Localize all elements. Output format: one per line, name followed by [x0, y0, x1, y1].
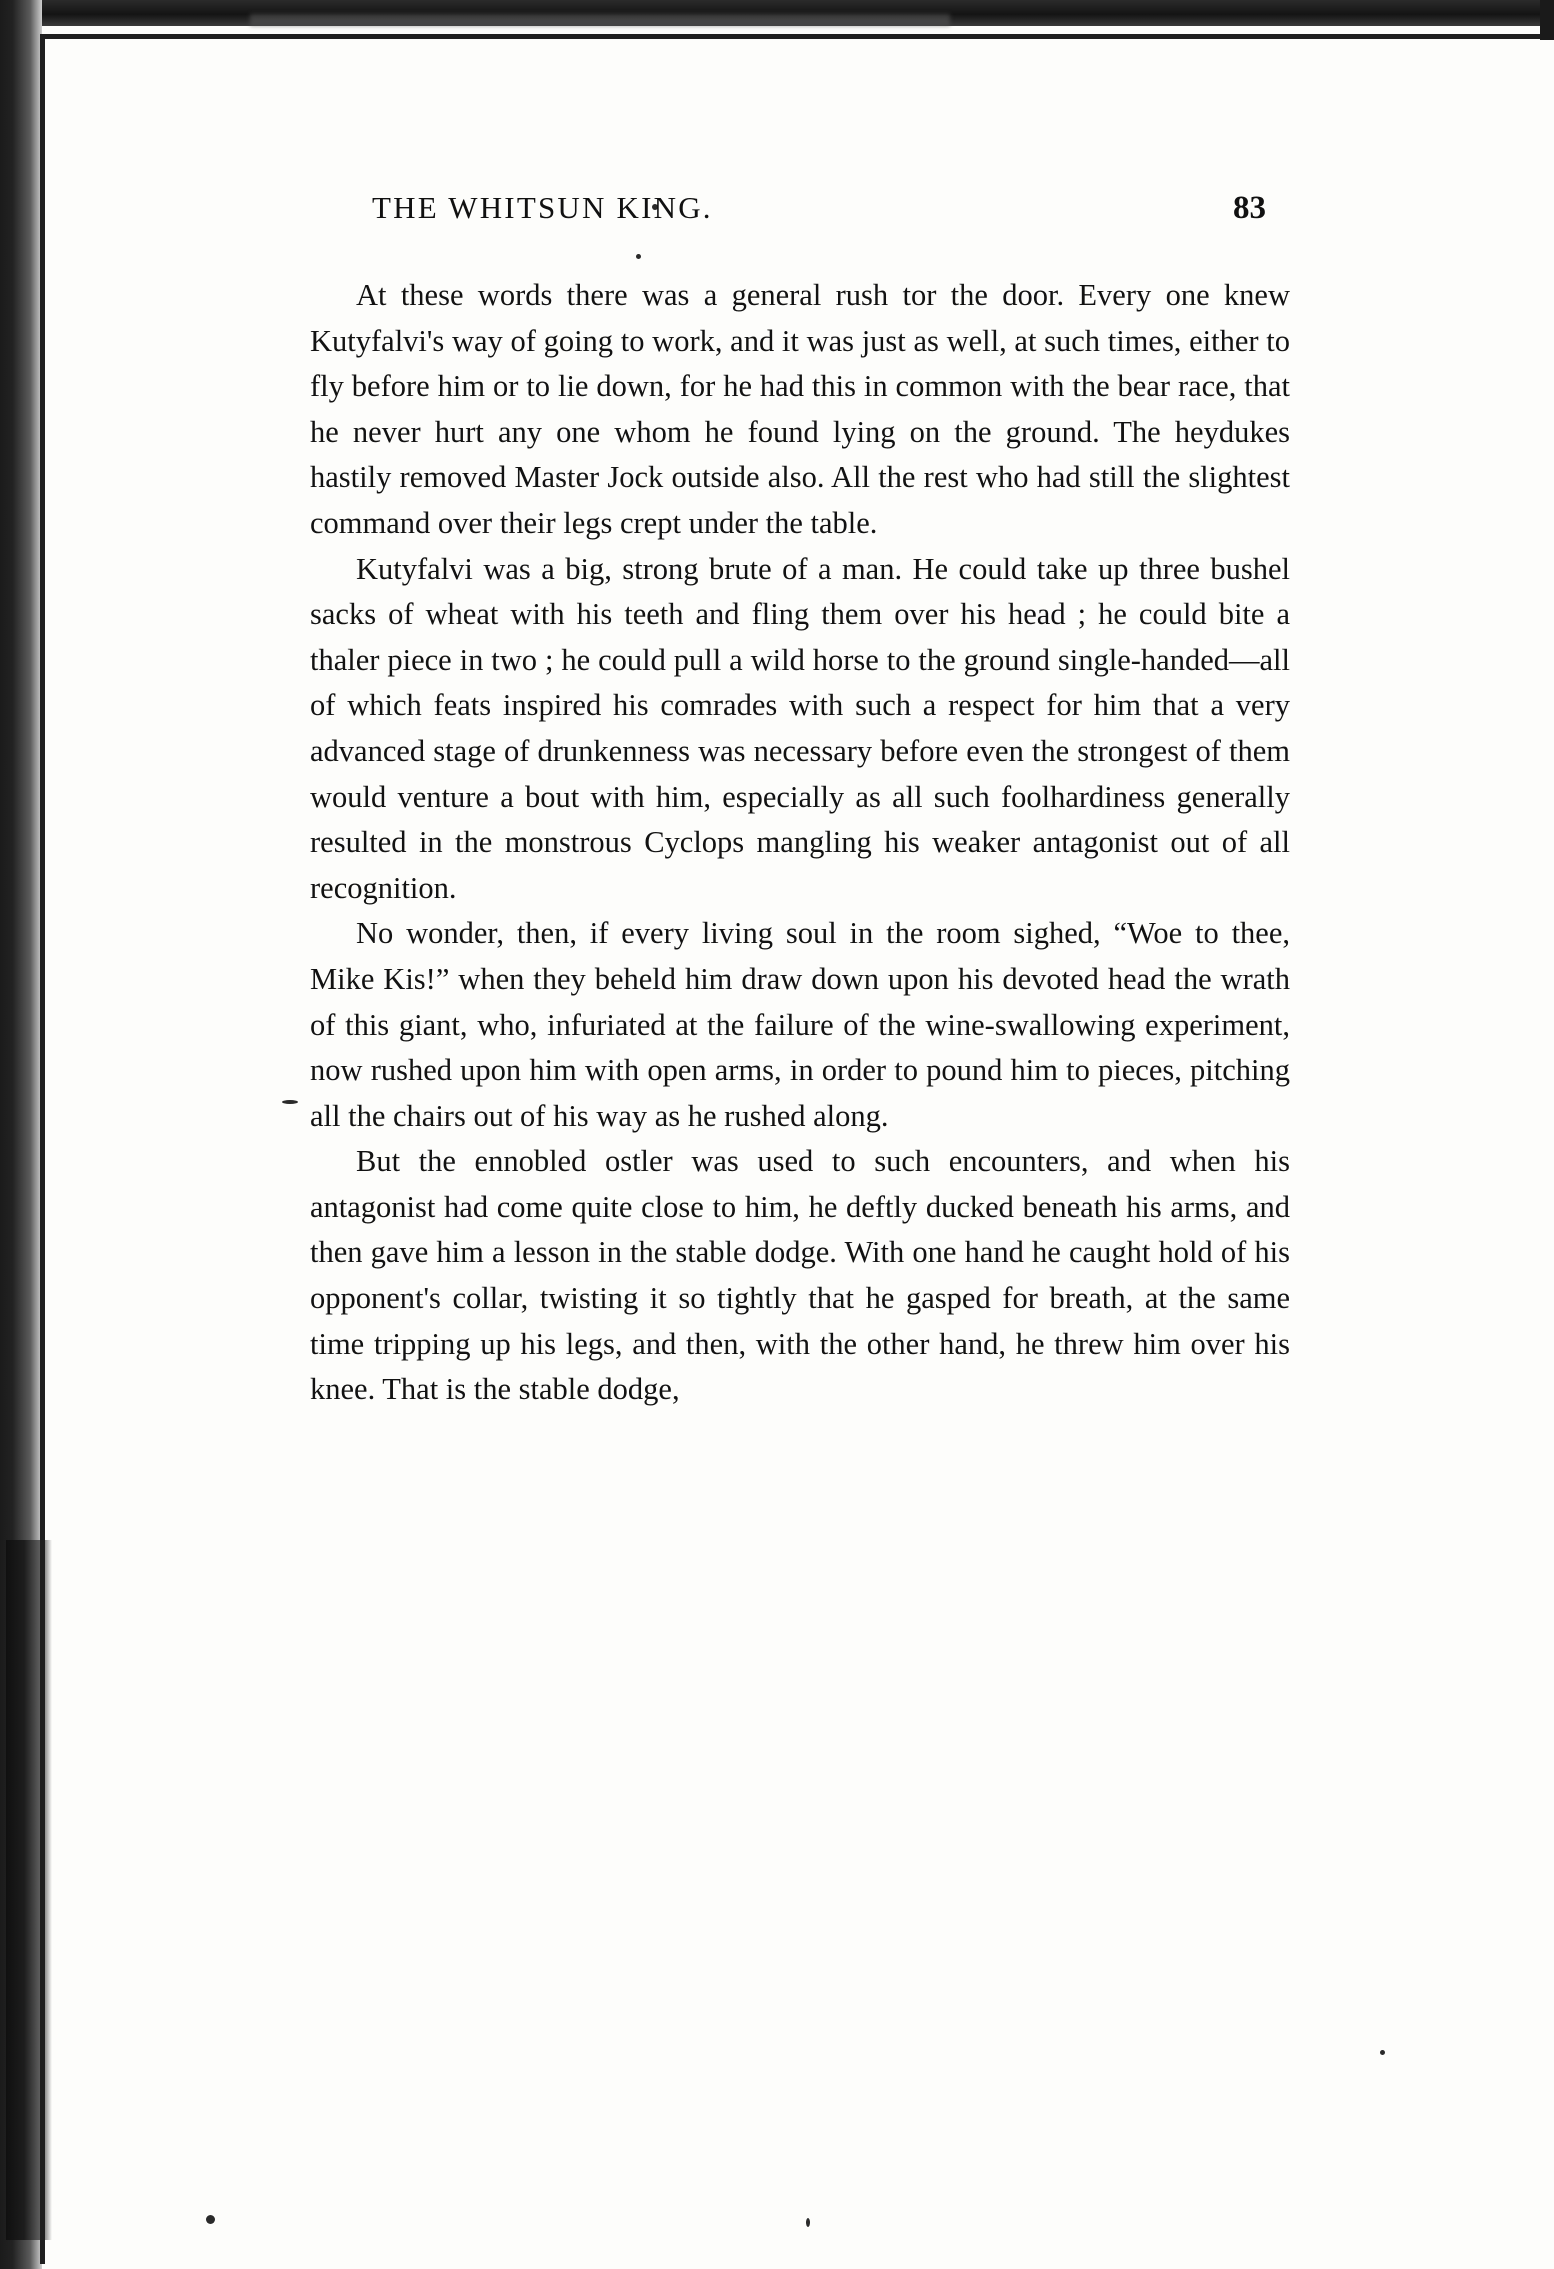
- scan-top-edge: [0, 0, 1554, 26]
- paragraph-2: Kutyfalvi was a big, strong brute of a man. He could take up three bushel sacks of wheat with his teeth and fling them over his head ; he could bite a thaler piece in two ; he could pull a wild horse to the ground single-handed—all of which feats inspired his comrades with such a respect for him that a very advanced stage of drunkenness was necessary before even the strongest of them would venture a bout with him, especially as all such foolhardiness generally resulted in the monstrous Cyclops mangling his weaker antagonist out of all recognition.: [310, 551, 1290, 905]
- scan-speck: [1380, 2050, 1385, 2055]
- paragraph-4: But the ennobled ostler was used to such encounters, and when his antagonist had come quite close to him, he deftly ducked beneath his arms, and then gave him a lesson in the stable dodge. With one hand he caught hold of his opponent's collar, twisting it so tightly that he gasped for breath, at the same time tripping up his legs, and then, with the other hand, he threw him over his knee. That is the stable dodge,: [310, 1144, 1290, 1407]
- page-number: 83: [1233, 190, 1266, 226]
- scan-speck: [282, 1100, 298, 1104]
- text-column: [310, 190, 1290, 1413]
- paragraph-1: At these words there was a general rush tor the door. Every one knew Kutyfalvi's way of going to work, and it was just as well, at such times, either to fly before him or to lie down, for he had this in common with the bear race, that he never hurt any one whom he found lying on the ground. The heydukes hastily removed Master Jock outside also. All the rest who had still the slightest command over their legs crept under the table.: [310, 278, 1290, 540]
- running-head: [310, 190, 1290, 227]
- paragraph-3: No wonder, then, if every living soul in the room sighed, “Woe to thee, Mike Kis!” when they beheld him draw down upon his devoted head the wrath of this giant, who, infuriated at the failure of the wine-swallowing experiment, now rushed upon him with open arms, in order to pound him to pieces, pitching all the chairs out of his way as he rushed along.: [310, 916, 1290, 1133]
- page-title: THE WHITSUN KING.: [372, 190, 713, 225]
- scan-speck: [806, 2218, 810, 2227]
- scan-speck: [206, 2215, 215, 2224]
- scan-right-corner: [1540, 0, 1554, 40]
